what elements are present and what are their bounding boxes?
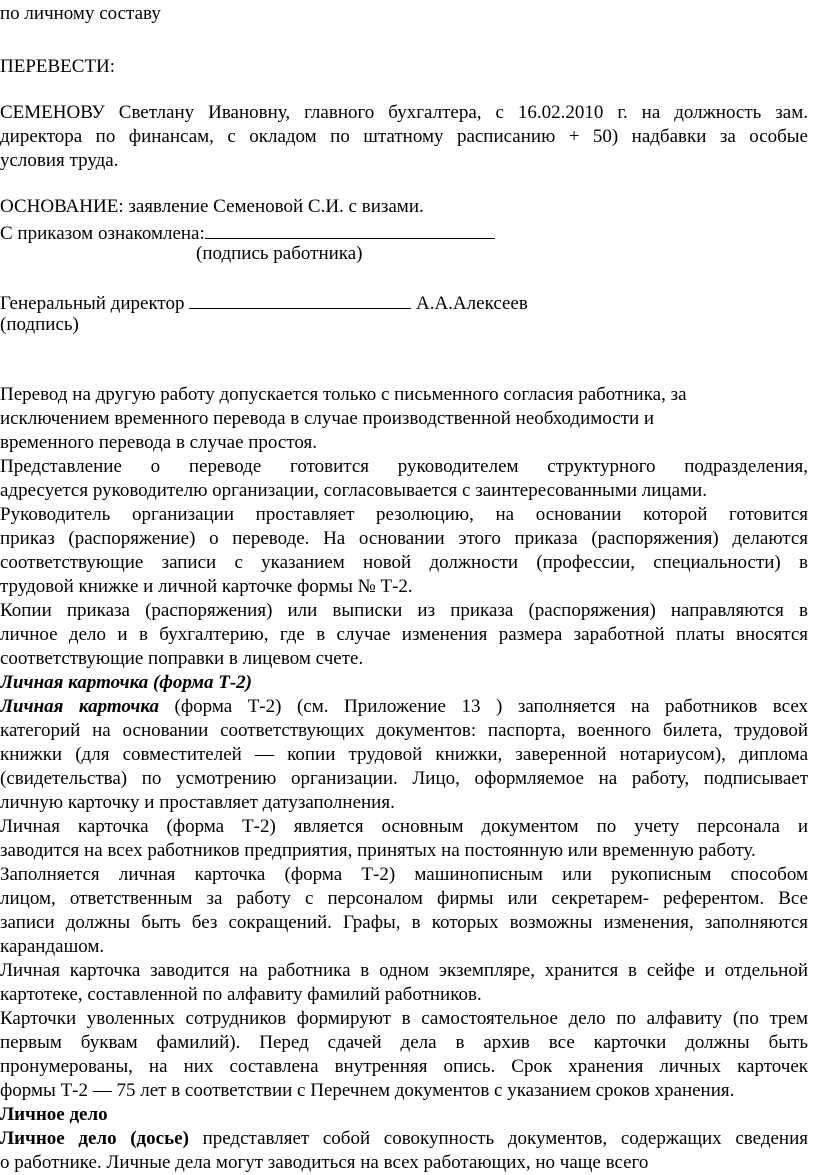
paragraph-line: соответствующие поправки в лицевом счете. — [0, 648, 364, 669]
paragraph-line: исключением временного перевода в случае производственной необходимости и — [0, 408, 655, 429]
acquainted-label: С приказом ознакомлена: — [0, 223, 205, 244]
paragraph-line: Карточки уволенных сотрудников формируют в самостоятельное дело по алфавиту (по трем — [0, 1008, 808, 1029]
term-rest: (форма Т-2) (см. Приложение 13 ) заполняется на работников всех — [159, 696, 809, 717]
section-title: Личное дело — [0, 1104, 108, 1125]
paragraph-line: Представление о переводе готовится руководителем структурного подразделения, — [0, 456, 808, 477]
paragraph-line: карандашом. — [0, 936, 105, 957]
paragraph-line: Руководитель организации проставляет резолюцию, на основании которой готовится — [0, 504, 808, 525]
paragraph-line: соответствующие записи с указанием новой должности (профессии, специальности) в — [0, 552, 808, 573]
paragraph-line: личное дело и в бухгалтерию, где в случае изменения размера заработной платы вносятся — [0, 624, 808, 645]
paragraph-line: Личная карточка заводится на работника в одном экземпляре, хранится в сейфе и отдельной — [0, 960, 808, 981]
paragraph-line: приказ (распоряжение) о переводе. На основании этого приказа (распоряжения) делаются — [0, 528, 808, 549]
paragraph-line: Перевод на другую работу допускается только с письменного согласия работника, за — [0, 384, 687, 405]
paragraph-line: формы Т-2 — 75 лет в соответствии с Перечнем документов с указанием сроков хранения. — [0, 1080, 735, 1101]
order-body-line: СЕМЕНОВУ Светлану Ивановну, главного бухгалтера, с 16.02.2010 г. на должность зам. — [0, 102, 808, 123]
paragraph-line: адресуется руководителю организации, согласовывается с заинтересованными лицами. — [0, 480, 707, 501]
paragraph-line — [0, 1127, 808, 1151]
paragraph-line: категорий на основании соответствующих документов: паспорта, военного билета, трудовой — [0, 720, 808, 741]
order-heading: ПЕРЕВЕСТИ: — [0, 56, 116, 77]
paragraph-line: Копии приказа (распоряжения) или выписки из приказа (распоряжения) направляются в — [0, 600, 808, 621]
worker-signature-caption: (подпись работника) — [196, 243, 363, 264]
director-label: Генеральный директор — [0, 293, 185, 314]
paragraph-line: личную карточку и проставляет датузаполнения. — [0, 792, 395, 813]
paragraph-line: Личная карточка (форма Т-2) является основным документом по учету персонала и — [0, 816, 808, 837]
paragraph-line: записи должны быть без сокращений. Графы, в которых возможны изменения, заполняются — [0, 912, 808, 933]
paragraph-line: трудовой книжке и личной карточке формы № Т-2. — [0, 576, 413, 597]
section-title: Личная карточка (форма Т-2) — [0, 672, 252, 693]
paragraph-line: временного перевода в случае простоя. — [0, 432, 318, 453]
header-fragment: по личному составу — [0, 3, 161, 24]
signature-caption: (подпись) — [0, 314, 79, 335]
director-name: А.А.Алексеев — [415, 293, 528, 314]
term-rest: представляет собой совокупность документов, содержащих сведения — [188, 1128, 808, 1149]
director-signature-blank — [189, 289, 411, 309]
paragraph-line: первым буквам фамилий). Перед сдачей дела в архив все карточки должны быть — [0, 1032, 808, 1053]
paragraph-line: Заполняется личная карточка (форма Т-2) машинописным или рукописным способом — [0, 864, 808, 885]
paragraph-line: лицом, ответственным за работу с персоналом фирмы или секретарем- референтом. Все — [0, 888, 808, 909]
paragraph-line: о работнике. Личные дела могут заводиться на всех работающих, но чаще всего — [0, 1152, 649, 1173]
paragraph-line: заводится на всех работников предприятия, принятых на постоянную или временную работу. — [0, 840, 756, 861]
paragraph-line: (свидетельства) по усмотрению организации. Лицо, оформляемое на работу, подписывает — [0, 768, 808, 789]
term-lead: Личная карточка — [0, 696, 159, 717]
paragraph-line: пронумерованы, на них составлена внутренняя опись. Срок хранения личных карточек — [0, 1056, 808, 1077]
paragraph-line: картотеке, составленной по алфавиту фамилий работников. — [0, 984, 482, 1005]
order-body-line: условия труда. — [0, 150, 119, 171]
signature-blank-line — [205, 219, 495, 239]
order-basis: ОСНОВАНИЕ: заявление Семеновой С.И. с визами. — [0, 196, 424, 217]
paragraph-line: книжки (для совместителей — копии трудовой книжки, заверенной нотариусом), диплома — [0, 744, 808, 765]
term-lead: Личное дело (досье) — [0, 1128, 189, 1149]
order-body-line: директора по финансам, с окладом по штатному расписанию + 50) надбавки за особые — [0, 126, 808, 147]
paragraph-line — [0, 695, 808, 719]
director-line — [0, 289, 528, 316]
